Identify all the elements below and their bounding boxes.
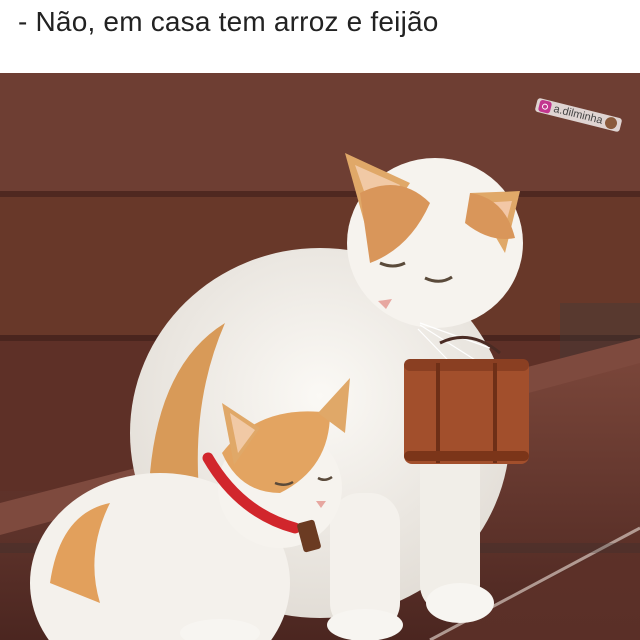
caption-text: - Não, em casa tem arroz e feijão xyxy=(18,6,439,37)
cats-photo xyxy=(0,73,640,640)
avatar-icon xyxy=(604,116,619,131)
plank-gap xyxy=(0,191,640,197)
instagram-icon xyxy=(538,99,553,114)
watermark-handle: a.dilminha xyxy=(552,102,604,127)
caption-bar xyxy=(0,0,640,73)
photo-illustration xyxy=(0,73,640,640)
wall-plank xyxy=(0,73,640,193)
